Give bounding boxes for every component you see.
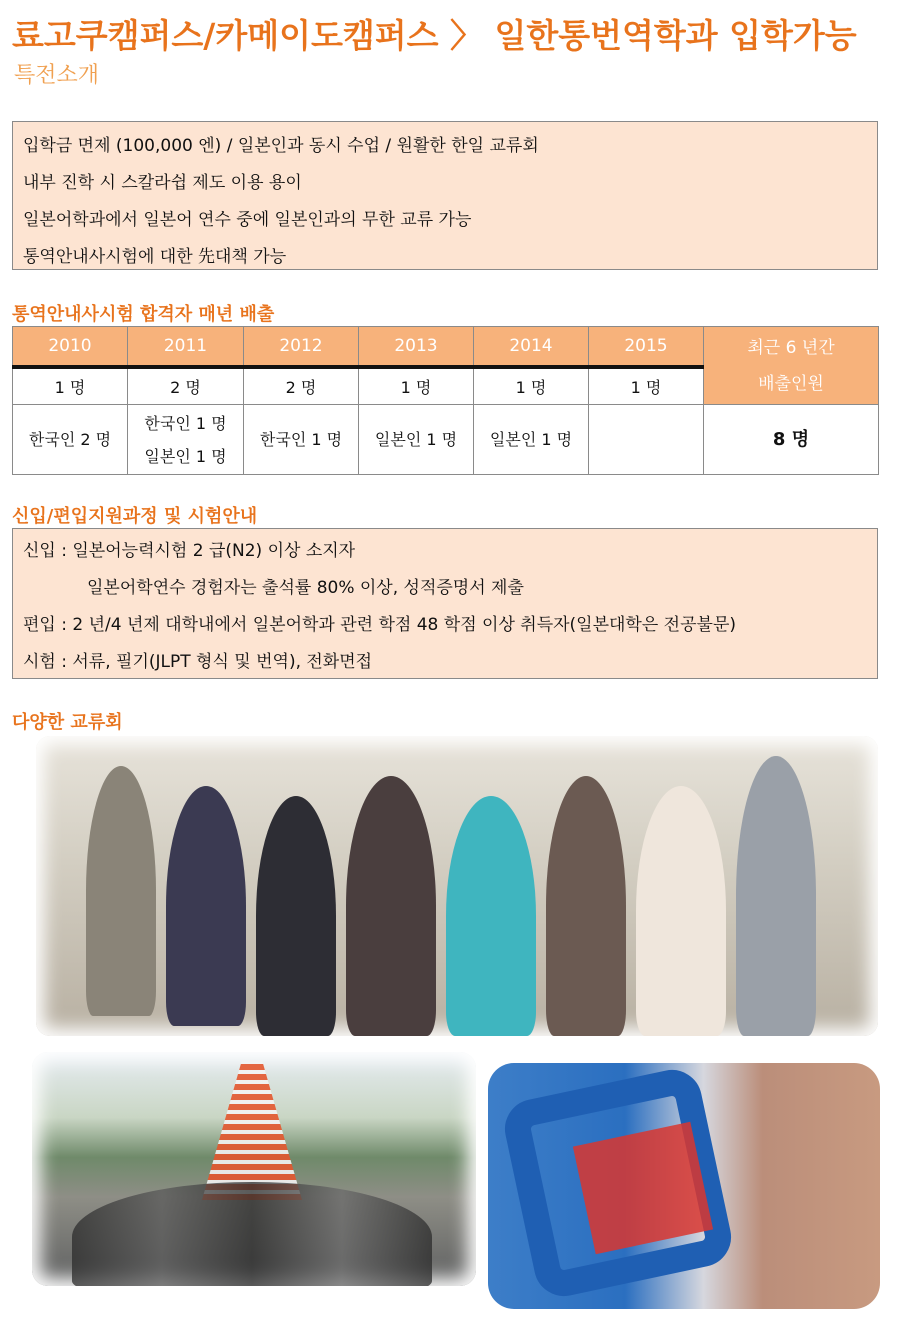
breakdown-line: 일본인 1 명 — [489, 430, 573, 449]
breakdown-line: 한국인 1 명 — [144, 413, 227, 433]
year-header: 2015 — [589, 327, 704, 367]
nationality-breakdown — [474, 405, 589, 475]
campus-sign-photo — [488, 1063, 880, 1309]
page-subtitle: 특전소개 — [14, 63, 100, 88]
breakdown-line: 일본인 1 명 — [374, 430, 458, 449]
exam-line: 신입 : 일본어능력시험 2 급(N2) 이상 소지자 — [23, 541, 356, 561]
year-count: 1 명 — [474, 367, 589, 405]
exam-info-box — [12, 528, 878, 679]
exchange-heading: 다양한 교류회 — [12, 712, 123, 733]
benefit-line: 입학금 면제 (100,000 엔) / 일본인과 동시 수업 / 원활한 한일 교류회 — [23, 136, 539, 156]
group-classroom-photo — [36, 736, 878, 1036]
nationality-breakdown — [13, 405, 128, 475]
benefits-box — [12, 121, 878, 270]
year-count: 2 명 — [244, 367, 359, 405]
nationality-breakdown — [244, 405, 359, 475]
benefit-line: 통역안내사시험에 대한 先대책 가능 — [23, 247, 287, 267]
nationality-breakdown — [128, 405, 244, 475]
pass-stats-table — [12, 326, 879, 475]
benefit-line: 일본어학과에서 일본어 연수 중에 일본인과의 무한 교류 가능 — [23, 210, 472, 230]
year-header: 2010 — [13, 327, 128, 367]
total-count: 8 명 — [704, 405, 879, 475]
exam-line: 시험 : 서류, 필기(JLPT 형식 및 번역), 전화면접 — [23, 652, 373, 672]
recent-total-header — [704, 327, 879, 405]
breakdown-line: 한국인 2 명 — [28, 430, 112, 449]
year-count: 1 명 — [589, 367, 704, 405]
nationality-breakdown — [359, 405, 474, 475]
exam-heading: 신입/편입지원과정 및 시험안내 — [12, 506, 258, 527]
exam-line: 편입 : 2 년/4 년제 대학내에서 일본어학과 관련 학점 48 학점 이상 취득자(일본대학은 전공불문) — [23, 615, 737, 635]
breakdown-line: 한국인 1 명 — [259, 430, 343, 449]
year-header: 2012 — [244, 327, 359, 367]
year-header: 2014 — [474, 327, 589, 367]
benefit-line: 내부 진학 시 스칼라쉽 제도 이용 용이 — [23, 173, 302, 193]
recent-label: 배출인원 — [758, 373, 824, 394]
recent-label: 최근 6 년간 — [747, 337, 835, 358]
page-title: 료고쿠캠퍼스/카메이도캠퍼스 〉 일한통번역학과 입학가능 — [12, 16, 857, 55]
year-header: 2013 — [359, 327, 474, 367]
breakdown-line: 일본인 1 명 — [144, 446, 227, 466]
exam-line: 일본어학연수 경험자는 출석률 80% 이상, 성적증명서 제출 — [87, 578, 524, 598]
nationality-breakdown — [589, 405, 704, 475]
stats-heading: 통역안내사시험 합격자 매년 배출 — [12, 304, 275, 325]
tower-group-photo — [32, 1052, 476, 1286]
year-header: 2011 — [128, 327, 244, 367]
year-count: 1 명 — [359, 367, 474, 405]
year-count: 2 명 — [128, 367, 244, 405]
year-count: 1 명 — [13, 367, 128, 405]
